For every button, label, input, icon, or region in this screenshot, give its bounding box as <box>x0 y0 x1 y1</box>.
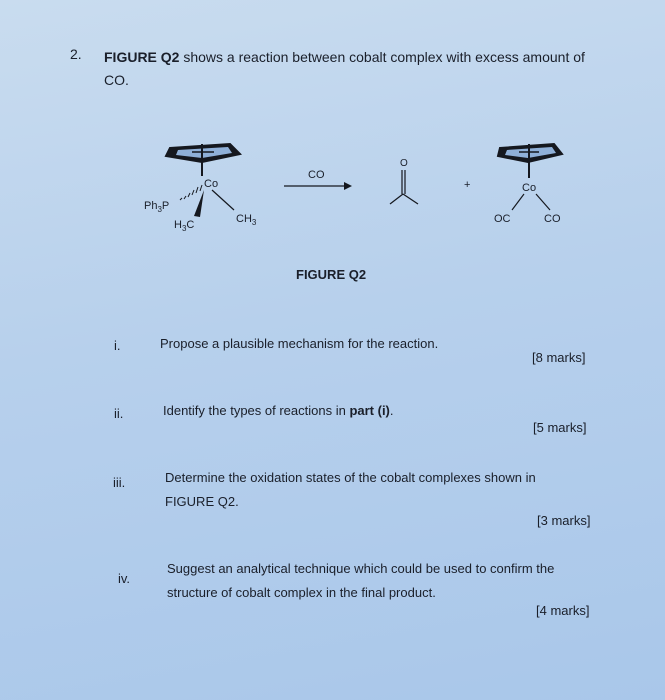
acetone <box>390 158 418 204</box>
arrow-label: CO <box>308 169 325 181</box>
part-ii-text: Identify the types of reactions in part (i). <box>163 403 394 418</box>
reaction-scheme <box>130 130 590 240</box>
figure-ref: FIGURE Q2 <box>104 49 180 65</box>
carbonyl-right: CO <box>544 213 561 225</box>
part-iv-marks: [4 marks] <box>536 603 590 618</box>
reactant-complex <box>144 144 257 233</box>
methyl-left: $H_3C$ <box>174 219 195 233</box>
part-iv-label: iv. <box>118 571 131 586</box>
methyl-right: $CH_3$ <box>236 213 257 227</box>
part-ii-marks: [5 marks] <box>533 420 587 435</box>
carbonyl-left: OC <box>494 213 511 225</box>
question-number: 2. <box>70 46 82 62</box>
figure-caption: FIGURE Q2 <box>296 267 367 282</box>
part-iii-marks: [3 marks] <box>537 513 591 528</box>
reactant-metal: Co <box>204 178 219 190</box>
part-iii-label: iii. <box>113 475 126 490</box>
plus-sign: + <box>464 179 471 191</box>
part-i-label: i. <box>114 338 121 353</box>
phosphine-ligand: $Ph_3P$ <box>144 200 170 214</box>
part-iii-text: Determine the oxidation states of the cobalt complexes shown in FIGURE Q2. <box>165 470 536 509</box>
product-metal: Co <box>522 182 537 194</box>
ketone-oxygen: O <box>400 158 408 169</box>
product-complex <box>494 144 562 225</box>
part-iv-text: Suggest an analytical technique which could be used to confirm the structure of cobalt complex in the final product. <box>167 561 555 600</box>
part-i-text: Propose a plausible mechanism for the reaction. <box>160 336 439 351</box>
part-ii-label: ii. <box>114 406 124 421</box>
part-ref: part (i) <box>349 403 390 418</box>
intro-text: shows a reaction between cobalt complex with excess amount of CO. <box>104 49 585 88</box>
question-intro <box>104 46 604 92</box>
part-i-marks: [8 marks] <box>532 350 586 365</box>
